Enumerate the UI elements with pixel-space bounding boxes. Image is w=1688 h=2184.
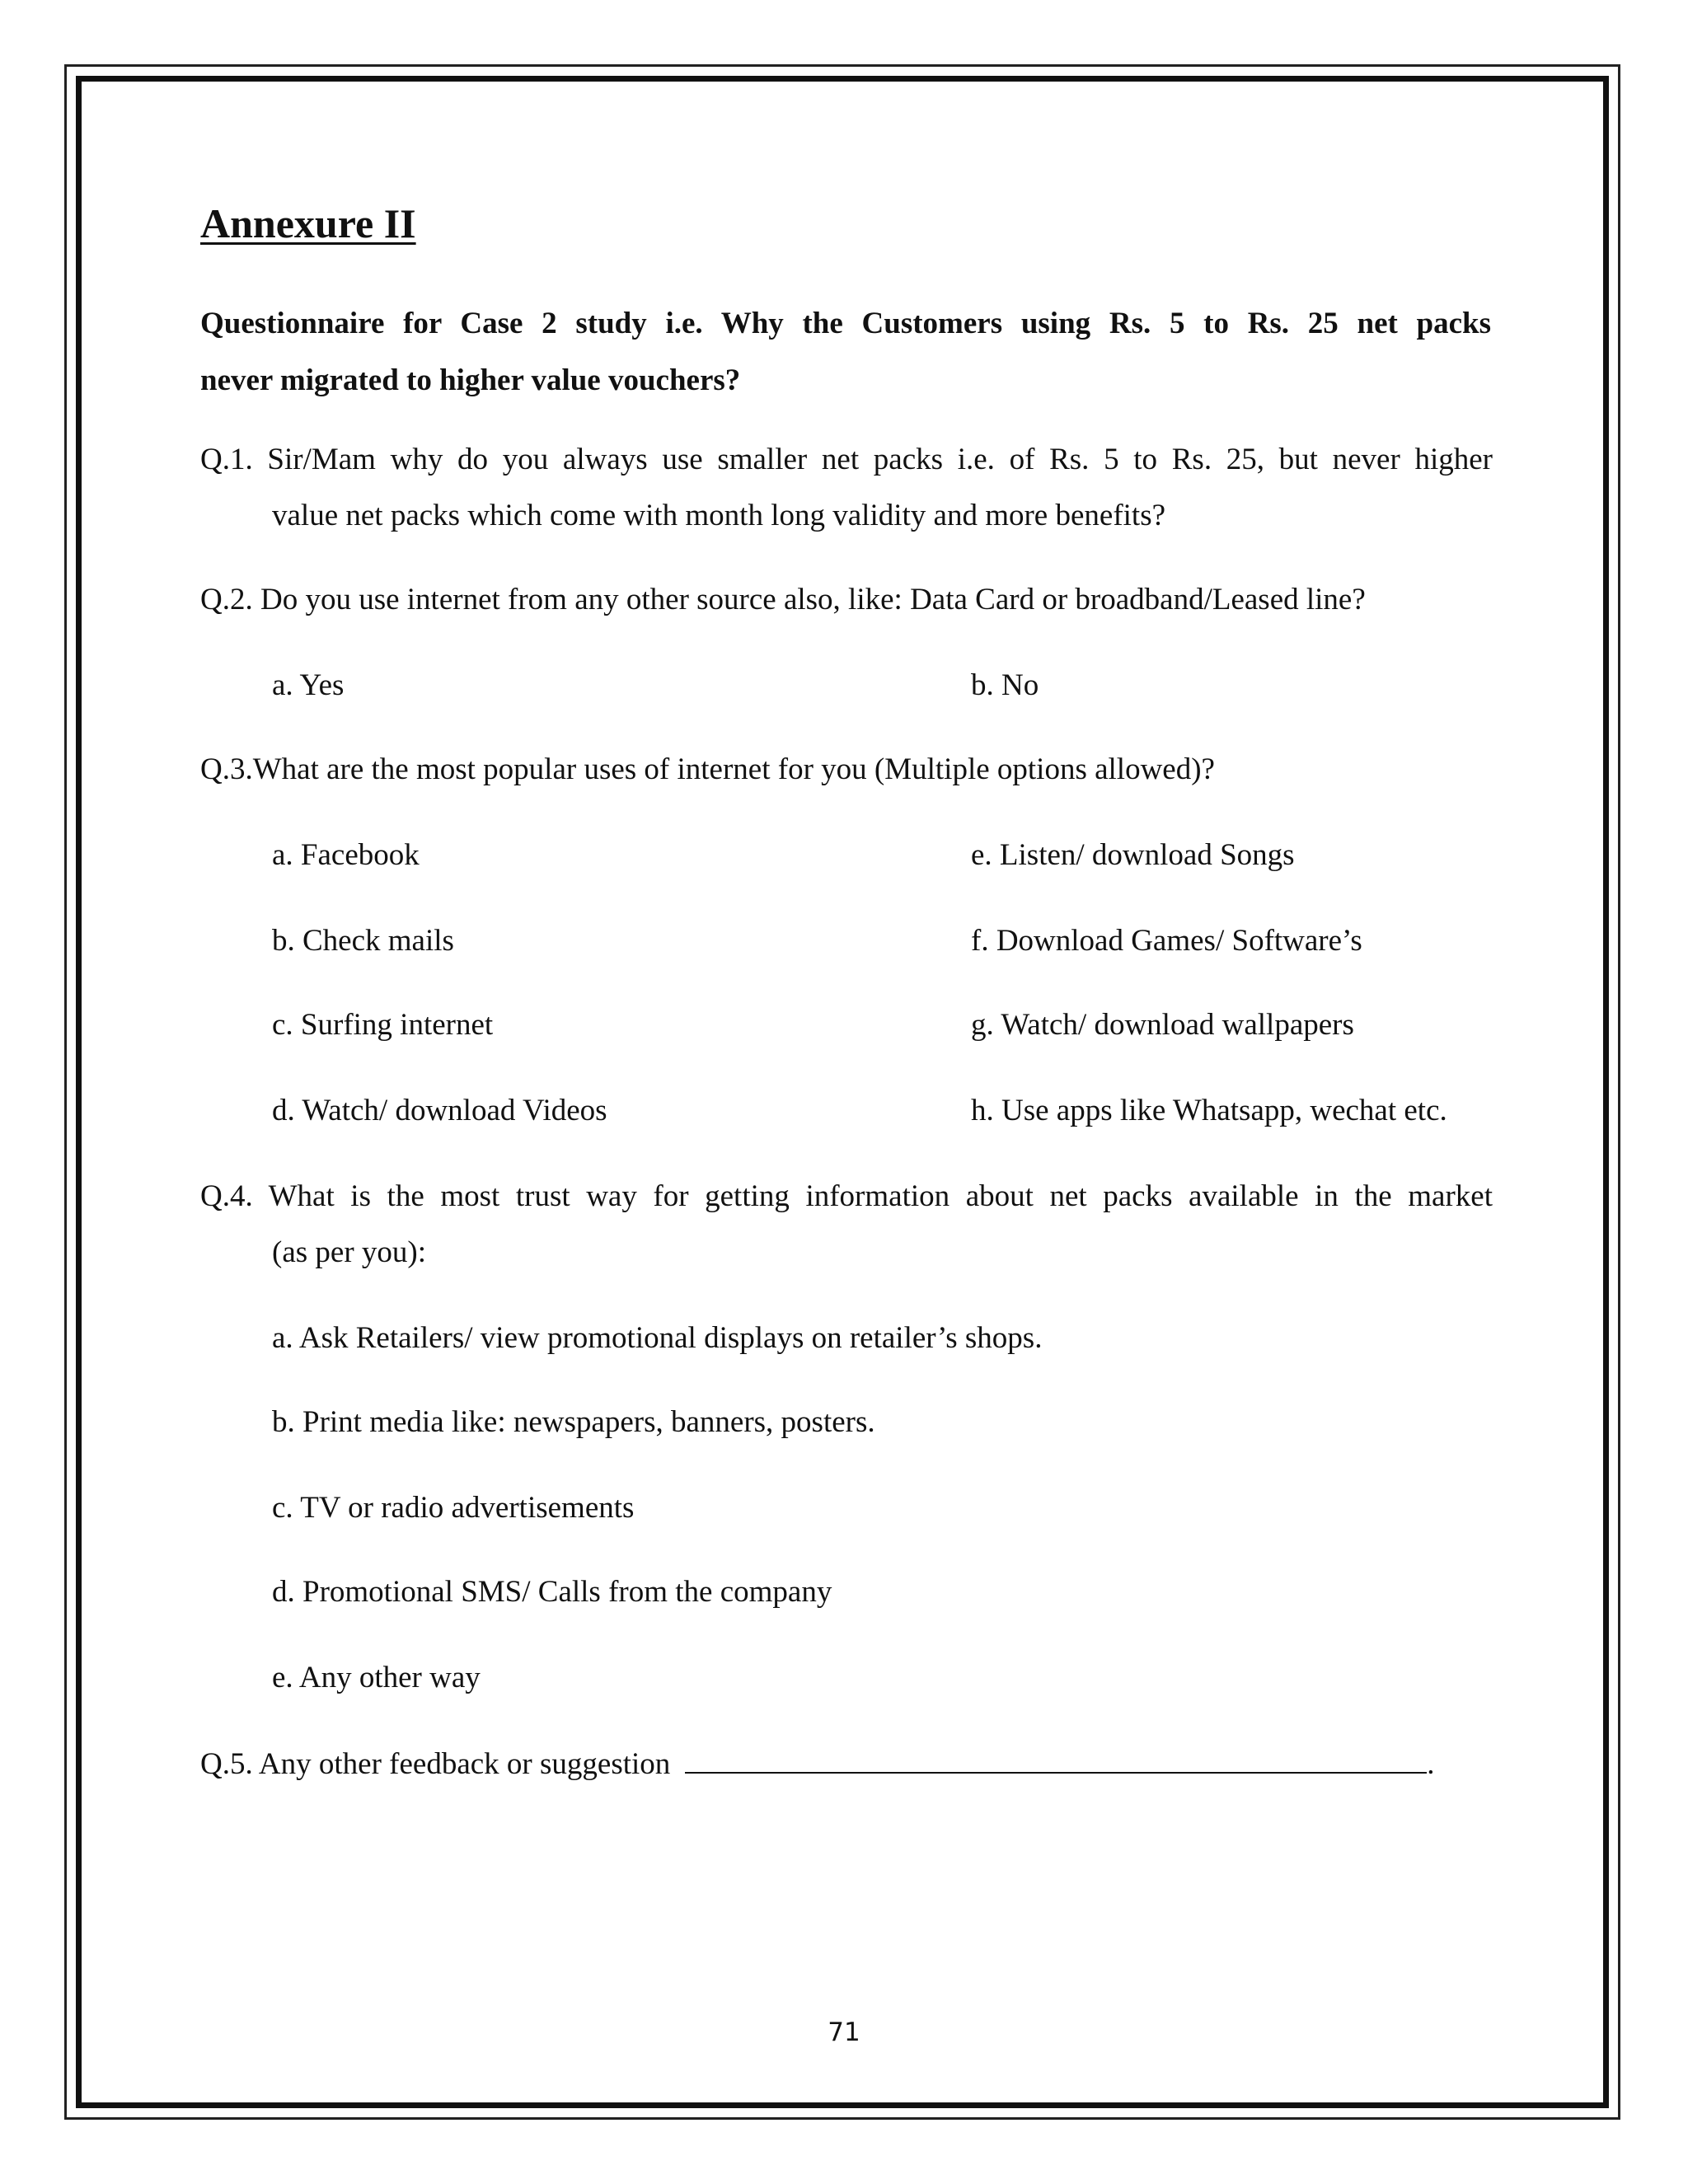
questionnaire-heading [200,295,1491,409]
question-4-option-a: a. Ask Retailers/ view promotional displays on retailer’s shops. [272,1321,1043,1355]
question-2-option-a: a. Yes [272,668,345,702]
annexure-title: Annexure II [200,200,416,246]
question-2-text: Q.2. Do you use internet from any other source also, like: Data Card or broadband/Leased line? [200,583,1366,616]
question-3-option-b: b. Check mails [272,924,454,958]
question-3-option-g: g. Watch/ download wallpapers [971,1008,1354,1042]
question-5-text: Q.5. Any other feedback or suggestion [200,1747,671,1781]
question-4-option-c: c. TV or radio advertisements [272,1491,635,1525]
question-1-line-1: Q.1. Sir/Mam why do you always use smaller net packs i.e. of Rs. 5 to Rs. 25, but never higher [200,443,1493,476]
question-3-option-e: e. Listen/ download Songs [971,838,1295,872]
question-4-option-e: e. Any other way [272,1661,481,1694]
question-4-line-1: Q.4. What is the most trust way for getting information about net packs available in the market [200,1179,1493,1213]
question-3-option-d: d. Watch/ download Videos [272,1094,607,1127]
question-4-option-d: d. Promotional SMS/ Calls from the company [272,1575,832,1609]
question-2-option-b: b. No [971,668,1039,702]
question-1-line-2: value net packs which come with month long validity and more benefits? [272,499,1166,532]
question-3-option-f: f. Download Games/ Software’s [971,924,1362,958]
feedback-answer-blank[interactable] [685,1744,1427,1774]
question-3-text: Q.3.What are the most popular uses of internet for you (Multiple options allowed)? [200,752,1215,786]
question-5-end-mark: . [1427,1747,1435,1781]
question-3-option-c: c. Surfing internet [272,1008,494,1042]
question-3-option-a: a. Facebook [272,838,420,872]
question-5 [200,1744,1435,1783]
heading-line-1: Questionnaire for Case 2 study i.e. Why the Customers using Rs. 5 to Rs. 25 net packs [200,307,1491,340]
question-3-option-h: h. Use apps like Whatsapp, wechat etc. [971,1094,1447,1127]
question-4-line-2: (as per you): [272,1235,426,1269]
heading-line-2: never migrated to higher value vouchers? [200,363,741,397]
question-4-option-b: b. Print media like: newspapers, banners, posters. [272,1405,875,1439]
page-number: 71 [828,2018,860,2047]
